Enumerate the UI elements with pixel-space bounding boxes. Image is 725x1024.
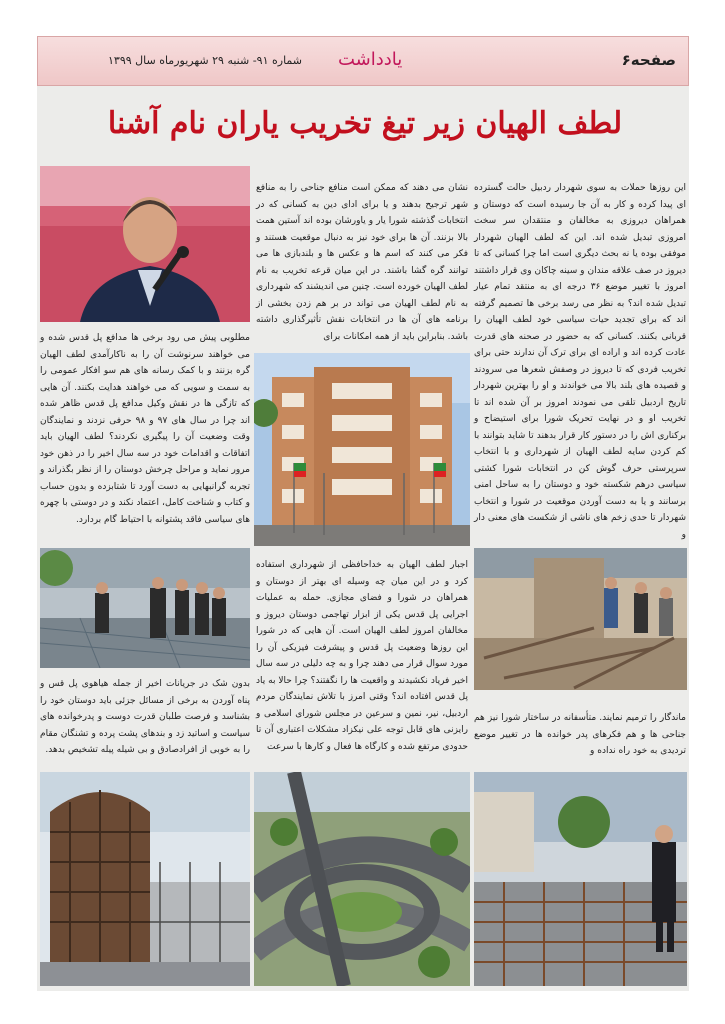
column-right-low xyxy=(474,710,686,766)
article-paragraph: اجبار لطف الهیان به خداحافظی از شهرداری استفاده کرد و در این میان چه وسیله ای بهتر از دوستان و همراهان در شورا و فضای مجازی. حمله به عملیات اجرایی پل قدس یکی از ابزار تهاجمی دوستان دیروز و مخالفان امروز لطف الهیان است. آن هایی که در شورا این روزها وضعیت پل قدس و پیشرفت فیزیکی آن را مورد سوال قرار می دهند چرا و به چه دلیلی در سه سال اخیر فریاد نکشیدند و واقعیت ها را نگفتند؟ چرا حالا به یاد پل قدس افتاده اند؟ وقتی امرز با تلاش نمایندگان مردم اردبیل، نیر، نمین و سرعین در مجلس شورای اسلامی و رایزنی های قابل توجه علی نیکزاد مشکلات اعتباری آن تا حدودی مرتفع شده و کارگاه ها فعال و کارها با سرعت xyxy=(256,560,468,752)
bridge-construction-photo xyxy=(40,772,250,986)
section-name: یادداشت xyxy=(338,49,403,70)
speaker-photo xyxy=(40,166,250,322)
article-paragraph: نشان می دهند که ممکن است منافع جناحی را به منافع شهر ترجیح بدهند و یا برای ادای دین به کسانی که در انتخابات گذشته شورا یار و یاورشان بوده اند آستین همت بالا بزنند. آن ها برای خود نیز به دنبال موقعیت هستند و فکر می کنند که اسم ها و عکس ها و بلندبازی ها می توانند گره گشا باشند. در این میان قرعه تخریب به نام لطف الهیان خورده است. چنین می اندیشند که شهرداری به نام لطف الهیان می تواند در بر هم زدن بخشی از برنامه های آن ها در انتخابات نقش تأثیرگذاری داشته باشد. بنابراین باید از همه امکانات برای xyxy=(256,183,468,342)
column-left-mid xyxy=(40,330,250,540)
column-middle-top xyxy=(256,180,468,350)
column-right-top xyxy=(474,180,686,545)
article-paragraph: این روزها حملات به سوی شهردار ردبیل حالت گسترده ای پیدا کرده و کار به آن جا رسیده است که دوستان و همراهان دیروزی به مخالفان و منتقدان سر سخت امروزی تبدیل شده اند. این که لطف الهیان شهردار موفقی بوده یا نه بحث دیگری است اما چرا کسانی که تا دیروز در صف علاقه مندان و سینه چاکان وی قرار داشتند امروز با تغییر موضع ۳۶ درجه ای به منتقد تمام عیار تبدیل شده اند؟ به نظر می رسد برخی ها تصمیم گرفته اند که برای تجدید حیات سیاسی خود لطف الهیان را قربانی بکنند. کسانی که به حضور در صحنه های قدرت عادت کرده اند و اراده ای برای ترک آن ندارند حتی برای تخریب فردی که تا دیروز در وصفش شعرها می سرودند و قصیده های بلند بالا می خواندند و او را بهترین شهردار تاریخ اردبیل تلقی می نمودند امروز بر آن شده اند تا تخریب او و در نهایت تحریک شورا برای استیضاح و برکناری اش را در دستور کار قرار بدهند تا شاید بتوانند با کم کردن سایه لطف الهیان از شهرداری و با انتخاب سرپرستی حرف گوش کن در انتخابات شورا کشتی سیاسی درهم شکسته خود و دوستان را به ساحل امنی برسانند و یا به دست آوردن موقعیت در شورا و انتخاب شهردار تا حدی زخم های ناشی از شکست های معنی دار و xyxy=(474,183,686,540)
official-inspection-photo xyxy=(474,772,687,986)
page-header xyxy=(37,36,689,86)
page-number: صفحه۶ xyxy=(621,51,676,69)
officials-site-visit-photo xyxy=(40,548,250,668)
municipality-building-photo xyxy=(254,353,470,546)
article-paragraph: بدون شک در جریانات اخیر از جمله هیاهوی پل قس و پناه آوردن به برخی از مسائل جزئی باید دوستان خود را بشناسد و فرصت طلبان قدرت دوست و پدرخوانده های سیاست و اساتید زد و بندهای پشت پرده و تشنگان مقام را به خوبی از افرادصادق و بی شیله پیله تشخیص بدهد. xyxy=(40,679,250,755)
issue-info: شماره ۹۱- شنبه ۲۹ شهریورماه سال ۱۳۹۹ xyxy=(108,54,302,67)
article-paragraph: ماندگار را ترمیم نمایند. متأسفانه در ساختار شورا نیز هم جناحی ها و هم فکرهای پدر خوانده ها در تغییر موضع تردیدی به خود راه نداده و xyxy=(474,713,686,756)
article-paragraph: مطلوبی پیش می رود برخی ها مدافع پل قدس شده و می خواهند سرنوشت آن را به ناکارآمدی لطف الهیان گره بزنند و با کمک رسانه های هم سو افکار عمومی را به سمت و سویی که می خواهند هدایت بکنند. آن هایی که تازگی ها در نقش وکیل مدافع پل قدس ظاهر شده اند چرا در سال های ۹۷ و ۹۸ حرفی نزدند و نمایندگان وقت وضعیت آن را پیگیری نکردند؟ لطف الهیان باید اتفاقات و اقدامات خود در سه سال اخیر را در ذهن خود مرور نماید و مراحل چرخش دوستان را از نظر بگذراند و تجربه گرانبهایی به دست آورد تا شتابزده و بدون حساب و کتاب و شناخت کامل، اعتماد نکند و در دوستی با چهره های سیاسی فاقد پشتوانه با احتیاط گام بردارد. xyxy=(40,333,250,525)
column-left-low xyxy=(40,676,250,766)
interchange-rendering-photo xyxy=(254,772,470,986)
column-middle-low xyxy=(256,557,468,767)
demolition-workers-photo xyxy=(474,548,687,690)
article-title: لطف الهیان زیر تیغ تخریب یاران نام آشنا xyxy=(107,106,623,141)
